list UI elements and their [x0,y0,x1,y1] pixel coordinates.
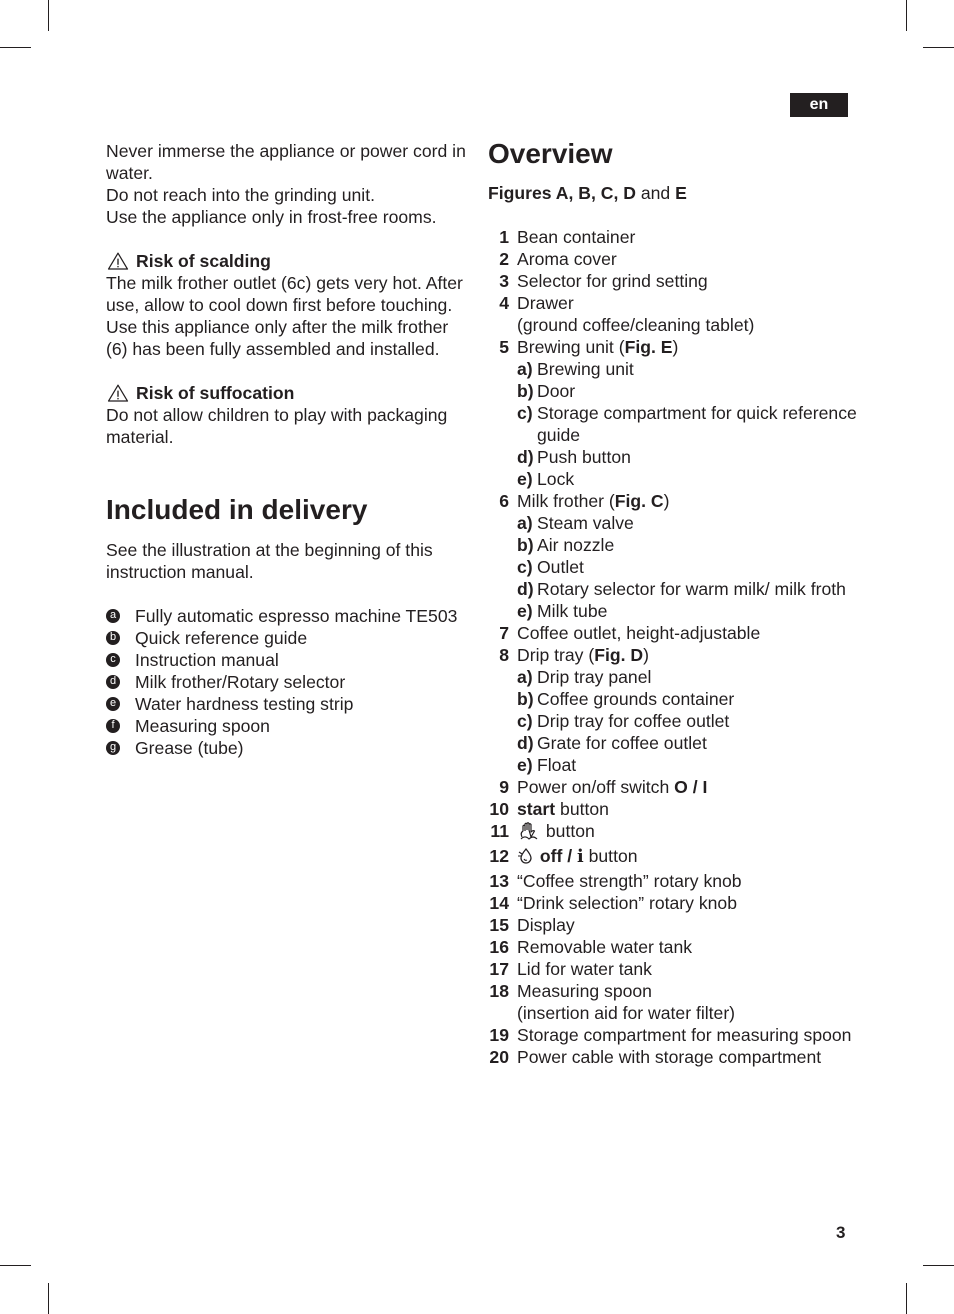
sub-item [517,710,858,732]
item-letter-badge: c [106,653,120,667]
delivery-intro: See the illustration at the beginning of this instruction manual. [106,540,433,582]
item-number: 6 [499,491,509,511]
item-label: Lid for water tank [517,959,652,979]
sub-item [517,688,858,710]
crop-mark [923,47,954,48]
item-number: 14 [489,893,509,913]
item-label: button [583,846,638,866]
sub-item-text: Coffee grounds container [537,689,735,709]
sub-item-letter: e) [517,755,533,775]
overview-item [488,226,858,248]
list-item [106,649,471,671]
warning-line: Use this appliance only after the milk frother (6) has been fully assembled and installed. [106,317,449,359]
item-number: 19 [489,1025,509,1045]
sub-item [517,534,858,556]
overview-item [488,336,858,358]
item-label-end: ) [643,645,649,665]
sub-item-text: Push button [537,447,631,467]
sub-item [517,446,858,468]
item-number: 1 [499,227,509,247]
overview-item [488,820,858,845]
sub-item-letter: c) [517,557,533,577]
item-letter-badge: a [106,609,120,623]
item-number: 16 [489,937,509,957]
item-number: 5 [499,337,509,357]
list-item [106,693,471,715]
safety-intro [106,140,471,228]
figures-reference [488,182,858,204]
item-number: 20 [489,1047,509,1067]
item-text [517,798,858,820]
sub-item [517,754,858,776]
item-text [517,914,858,936]
section-heading: Included in delivery [106,494,368,525]
item-label: Removable water tank [517,937,693,957]
item-text [517,958,858,980]
scalding-warning [106,250,471,360]
item-number: 2 [499,249,509,269]
item-label: Coffee outlet, height-adjustable [517,623,761,643]
overview-item [488,490,858,512]
item-number: 4 [499,293,509,313]
care-drop-icon [517,847,535,870]
sub-item-letter: d) [517,579,534,599]
safety-line: Never immerse the appliance or power cord in water. [106,141,466,183]
switch-symbol: O / I [674,777,708,797]
sub-item-letter: c) [517,403,533,423]
sub-item-letter: b) [517,689,534,709]
overview-item [488,776,858,798]
overview-item [488,870,858,892]
item-text [517,270,858,292]
item-number: 8 [499,645,509,665]
sub-item-text: Milk tube [537,601,608,621]
overview-item [488,270,858,292]
figures-and: and [635,183,676,203]
steam-hand-icon [517,822,541,845]
item-number: 13 [489,871,509,891]
crop-mark [906,0,907,31]
delivery-list [106,605,471,759]
sub-item-text: Grate for coffee outlet [537,733,707,753]
left-column [106,140,471,759]
sub-item [517,468,858,490]
figures-last: E [675,183,687,203]
list-item [106,671,471,693]
item-text: Grease (tube) [135,738,244,758]
item-label-end: ) [672,337,679,357]
bold-label: start [517,799,556,819]
item-text [517,820,858,845]
sub-item-text: Rotary selector for warm milk/ milk froth [537,579,846,599]
item-label: Milk frother ( [517,491,615,511]
item-label: Brewing unit ( [517,337,625,357]
sub-item-text: Air nozzle [537,535,615,555]
safety-line: Do not reach into the grinding unit. [106,185,375,205]
warning-line: The milk frother outlet (6c) gets very hot. After use, allow to cool down first before touching. [106,273,463,315]
item-label: Power cable with storage compartment [517,1047,822,1067]
item-label: Selector for grind setting [517,271,708,291]
item-label: “Coffee strength” rotary knob [517,871,742,891]
sub-item [517,600,858,622]
item-label: Drawer [517,293,574,313]
sub-item-letter: e) [517,601,533,621]
warning-triangle-icon [107,252,129,270]
sub-item-text: Steam valve [537,513,634,533]
item-number: 18 [489,981,509,1001]
item-text [517,336,858,358]
sub-item [517,402,858,446]
sub-item-text: Lock [537,469,575,489]
item-text [517,1024,858,1046]
warning-line: Do not allow children to play with packaging material. [106,405,448,447]
sub-item-letter: e) [517,469,533,489]
item-text: Measuring spoon [135,716,270,736]
sub-item [517,512,858,534]
sub-item [517,358,858,380]
language-badge: en [790,93,848,117]
figure-ref: Fig. C [614,491,664,511]
sub-item [517,380,858,402]
item-text [517,490,858,512]
sub-item [517,556,858,578]
list-item [106,715,471,737]
item-text: Instruction manual [135,650,279,670]
crop-mark [923,1265,954,1266]
item-text [517,870,858,892]
item-label-extra: (insertion aid for water filter) [517,1003,736,1023]
item-number: 15 [489,915,509,935]
item-number: 9 [499,777,509,797]
item-label-end: ) [663,491,670,511]
overview-item [488,248,858,270]
sub-item-text: Brewing unit [537,359,634,379]
list-item [106,627,471,649]
figures-prefix: Figures A, B, C, D [488,183,636,203]
overview-item [488,936,858,958]
sub-item-letter: d) [517,733,534,753]
list-item [106,737,471,759]
item-text [517,248,858,270]
section-heading: Overview [488,138,613,169]
item-label: Bean container [517,227,636,247]
safety-line: Use the appliance only in frost-free rooms. [106,207,437,227]
sub-item-letter: d) [517,447,534,467]
crop-mark [906,1283,907,1314]
sub-item-text: Float [537,755,577,775]
warning-title [106,250,471,272]
overview-item [488,622,858,644]
sub-item-letter: c) [517,711,533,731]
right-column [488,140,858,1068]
item-text: Quick reference guide [135,628,308,648]
sub-item-letter: a) [517,667,533,687]
crop-mark [0,47,31,48]
sub-item-text: Door [537,381,576,401]
warning-title-text: Risk of suffocation [136,383,295,403]
item-text [517,622,858,644]
sub-item-text: Outlet [537,557,584,577]
item-number: 7 [499,623,509,643]
item-text: Water hardness testing strip [135,694,354,714]
bold-label: off / [539,846,578,866]
warning-triangle-icon [107,384,129,402]
item-label: “Drink selection” rotary knob [517,893,737,913]
item-number: 10 [489,799,509,819]
overview-item [488,798,858,820]
overview-item [488,1046,858,1068]
item-text: Fully automatic espresso machine TE503 [135,606,458,626]
sub-item [517,578,858,600]
item-letter-badge: d [106,675,120,689]
warning-title-text: Risk of scalding [136,251,271,271]
sub-item-letter: a) [517,513,533,533]
figure-ref: Fig. D [594,645,644,665]
crop-mark [48,0,49,31]
sub-item-text: Drip tray for coffee outlet [537,711,730,731]
item-label: Power on/off switch [517,777,675,797]
item-label: Drip tray ( [517,645,595,665]
overview-item [488,845,858,870]
overview-item [488,644,858,666]
item-label: Measuring spoon [517,981,652,1001]
sub-item-text: Drip tray panel [537,667,652,687]
info-icon: i [577,846,584,867]
page-number: 3 [836,1223,846,1242]
item-label: Aroma cover [517,249,617,269]
item-text [517,292,858,336]
overview-item [488,1024,858,1046]
warning-title [106,382,471,404]
crop-mark [0,1265,31,1266]
item-label: button [555,799,609,819]
item-text [517,776,858,798]
sub-item-letter: b) [517,381,534,401]
overview-item [488,892,858,914]
sub-item-letter: a) [517,359,533,379]
overview-item [488,292,858,336]
sub-item-text: Storage compartment for quick reference guide [537,403,857,445]
item-text [517,1046,858,1068]
item-letter-badge: e [106,697,120,711]
overview-list [488,226,858,1068]
item-text [517,845,858,870]
figure-ref: Fig. E [624,337,673,357]
item-label: button [545,821,595,841]
item-label: Storage compartment for measuring spoon [517,1025,852,1045]
item-number: 17 [489,959,509,979]
sub-item-letter: b) [517,535,534,555]
item-text [517,936,858,958]
item-label-extra: (ground coffee/cleaning tablet) [517,315,755,335]
item-text [517,644,858,666]
overview-item [488,958,858,980]
item-letter-badge: f [106,719,120,733]
item-text [517,892,858,914]
item-number: 11 [490,821,509,841]
delivery-section [106,493,471,759]
sub-item [517,666,858,688]
suffocation-warning [106,382,471,448]
item-text: Milk frother/Rotary selector [135,672,346,692]
item-text [517,226,858,248]
item-text [517,980,858,1024]
list-item [106,605,471,627]
item-number: 3 [499,271,509,291]
item-letter-badge: g [106,741,120,755]
item-letter-badge: b [106,631,120,645]
crop-mark [48,1283,49,1314]
item-label: Display [517,915,575,935]
overview-item [488,980,858,1024]
sub-item [517,732,858,754]
item-number: 12 [489,846,509,866]
overview-item [488,914,858,936]
